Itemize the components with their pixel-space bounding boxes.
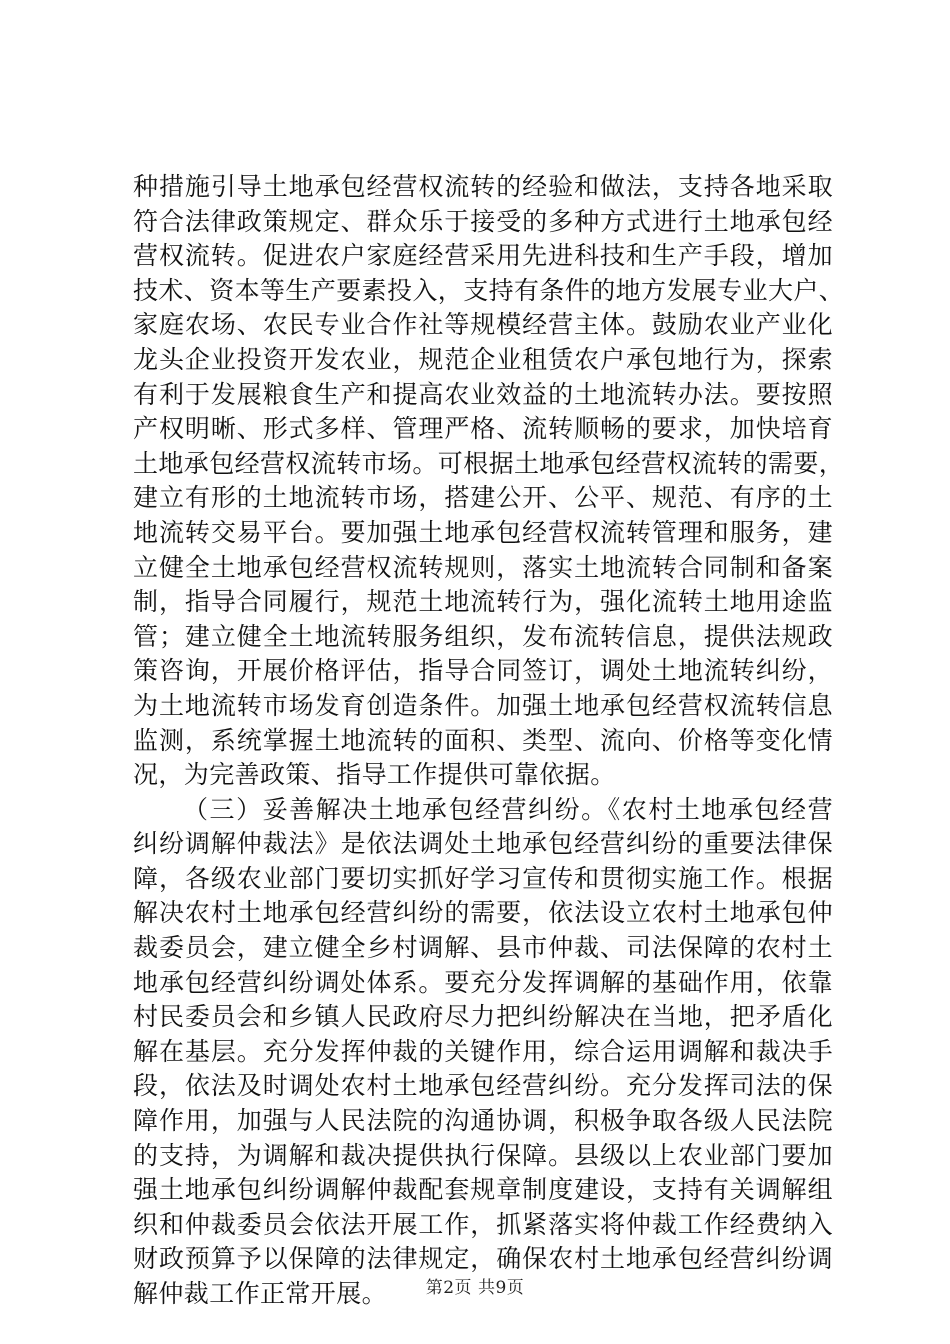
- text-line: 解仲裁工作正常开展。: [133, 1279, 388, 1308]
- text-line: 有利于发展粮食生产和提高农业效益的土地流转办法。要按照: [133, 379, 833, 409]
- text-line: 管；建立健全土地流转服务组织，发布流转信息，提供法规政: [133, 621, 833, 651]
- text-line: 监测，系统掌握土地流转的面积、类型、流向、价格等变化情: [133, 725, 833, 755]
- text-line: 为土地流转市场发育创造条件。加强土地承包经营权流转信息: [133, 690, 833, 720]
- text-line: 制，指导合同履行，规范土地流转行为，强化流转土地用途监: [133, 587, 833, 617]
- text-line: 土地承包经营权流转市场。可根据土地承包经营权流转的需要，: [133, 448, 845, 478]
- text-line: 障作用，加强与人民法院的沟通协调，积极争取各级人民法院: [133, 1106, 833, 1136]
- text-line: 纠纷调解仲裁法》是依法调处土地承包经营纠纷的重要法律保: [133, 829, 833, 859]
- text-line: 产权明晰、形式多样、管理严格、流转顺畅的要求，加快培育: [133, 414, 833, 444]
- text-line: 段，依法及时调处农村土地承包经营纠纷。充分发挥司法的保: [133, 1071, 833, 1101]
- text-line: 立健全土地承包经营权流转规则，落实土地流转合同制和备案: [133, 552, 833, 582]
- text-line: 村民委员会和乡镇人民政府尽力把纠纷解决在当地，把矛盾化: [133, 1002, 833, 1032]
- text-line: 解在基层。充分发挥仲裁的关键作用，综合运用调解和裁决手: [133, 1036, 833, 1066]
- text-line: 家庭农场、农民专业合作社等规模经营主体。鼓励农业产业化: [133, 310, 833, 340]
- text-line: 技术、资本等生产要素投入，支持有条件的地方发展专业大户、: [133, 275, 845, 305]
- text-line: 符合法律政策规定、群众乐于接受的多种方式进行土地承包经: [133, 206, 833, 236]
- text-line: 营权流转。促进农户家庭经营采用先进科技和生产手段，增加: [133, 241, 833, 271]
- text-line: 强土地承包纠纷调解仲裁配套规章制度建设，支持有关调解组: [133, 1175, 833, 1205]
- text-line: 策咨询，开展价格评估，指导合同签订，调处土地流转纠纷，: [133, 656, 833, 686]
- text-line: 建立有形的土地流转市场，搭建公开、公平、规范、有序的土: [133, 483, 833, 513]
- text-line: 财政预算予以保障的法律规定，确保农村土地承包经营纠纷调: [133, 1244, 833, 1274]
- text-line: 况，为完善政策、指导工作提供可靠依据。: [133, 760, 616, 790]
- text-line: 地流转交易平台。要加强土地承包经营权流转管理和服务，建: [133, 517, 833, 547]
- text-line: 的支持，为调解和裁决提供执行保障。县级以上农业部门要加: [133, 1140, 833, 1170]
- text-line: 织和仲裁委员会依法开展工作，抓紧落实将仲裁工作经费纳入: [133, 1209, 833, 1239]
- text-line: 种措施引导土地承包经营权流转的经验和做法，支持各地采取: [133, 172, 833, 201]
- text-line: 解决农村土地承包经营纠纷的需要，依法设立农村土地承包仲: [133, 898, 833, 928]
- text-line: 裁委员会，建立健全乡村调解、县市仲裁、司法保障的农村土: [133, 933, 833, 963]
- page-number-footer: 第2页 共9页: [425, 1278, 525, 1298]
- body-text: [133, 170, 845, 1312]
- text-line: 障，各级农业部门要切实抓好学习宣传和贯彻实施工作。根据: [133, 863, 833, 893]
- text-line: 龙头企业投资开发农业，规范企业租赁农户承包地行为，探索: [133, 344, 833, 374]
- section-heading-line: （三）妥善解决土地承包经营纠纷。《农村土地承包经营: [183, 794, 833, 824]
- text-line: 地承包经营纠纷调处体系。要充分发挥调解的基础作用，依靠: [133, 967, 833, 997]
